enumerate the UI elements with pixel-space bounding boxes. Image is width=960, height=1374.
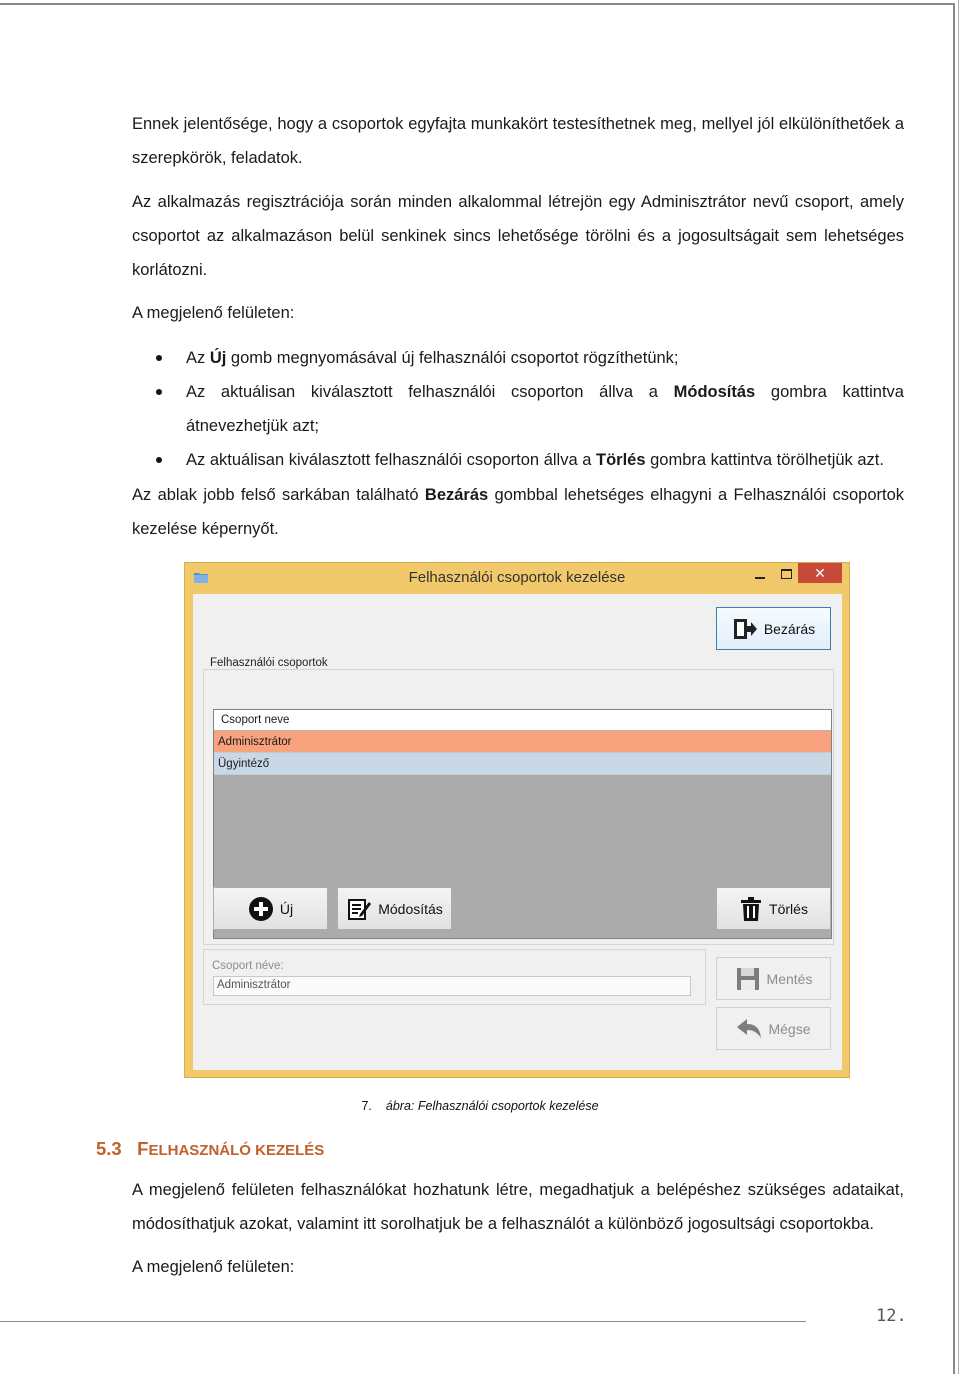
table-row[interactable]: Ügyintéző <box>214 753 831 775</box>
group-name-label: Csoport néve: <box>212 960 284 972</box>
cancel-button[interactable] <box>716 1007 831 1050</box>
user-groups-window <box>184 562 850 1078</box>
delete-button-label: Törlés <box>769 900 808 917</box>
paragraph-screen-intro-2: A megjelenő felületen: <box>132 1258 295 1276</box>
section-title-rest: ELHASZNÁLÓ KEZELÉS <box>148 1142 325 1159</box>
group-name-field[interactable]: Adminisztrátor <box>213 976 691 996</box>
maximize-button[interactable] <box>777 565 797 585</box>
paragraph-close-info: Az ablak jobb felső sarkában található Bezárás gombbal lehetséges elhagyni a Felhasználói csoportok kezelése képernyőt. <box>132 486 905 538</box>
minimize-button[interactable] <box>751 565 771 585</box>
list-item-delete: Az aktuálisan kiválasztott felhasználói csoporton állva a Törlés gombra kattintva törölhetjük azt. <box>132 443 904 477</box>
save-button-label: Mentés <box>766 970 813 987</box>
window-titlebar[interactable] <box>185 563 849 593</box>
cancel-button-label: Mégse <box>768 1020 811 1037</box>
grid-header-name[interactable]: Csoport neve <box>214 710 831 731</box>
new-button[interactable] <box>213 887 328 930</box>
section-number: 5.3 <box>96 1138 122 1159</box>
section-title-initial: F <box>137 1138 149 1159</box>
page-frame-right-inner <box>958 0 959 1374</box>
trash-icon <box>739 896 763 922</box>
figure-caption <box>0 1099 960 1113</box>
section-heading <box>96 1138 324 1160</box>
close-button[interactable] <box>716 607 831 650</box>
list-item-modify: Az aktuálisan kiválasztott felhasználói csoporton állva a Módosítás gombra kattintva átnevezhetjük azt; <box>132 375 904 443</box>
modify-button[interactable] <box>337 887 452 930</box>
paragraph-admin-group: Az alkalmazás regisztrációja során minden alkalommal létrejön egy Adminisztrátor nevű csoport, amely csoportot az alkalmazáson belül senkinek sincs lehetősége törölni és a jogosultságait sem lehetséges korlátozni. <box>132 193 904 279</box>
paragraph-user-management: A megjelenő felületen felhasználókat hozhatunk létre, megadhatjuk a belépéshez szükséges adataikat, módosíthatjuk azokat, valamint itt sorolhatjuk be a felhasználót a különböző jogosultsági csoportokba. <box>132 1181 904 1233</box>
save-button[interactable] <box>716 957 831 1000</box>
paragraph-intro: Ennek jelentősége, hogy a csoportok egyfajta munkakört testesíthetnek meg, mellyel jól elkülöníthetőek a szerepkörök, feladatok. <box>132 115 904 167</box>
modify-button-label: Módosítás <box>378 900 443 917</box>
window-body <box>193 594 842 1070</box>
paragraph-screen-intro: A megjelenő felületen: <box>132 304 295 322</box>
edit-document-icon <box>346 896 372 922</box>
window-close-button[interactable]: ✕ <box>798 563 842 583</box>
groups-groupbox-label: Felhasználói csoportok <box>210 657 328 669</box>
delete-button[interactable] <box>716 887 831 930</box>
figure-number: 7. <box>361 1099 372 1113</box>
page-number: 12. <box>876 1306 907 1326</box>
page-frame-right <box>953 3 955 1374</box>
table-row[interactable]: Adminisztrátor <box>214 731 831 753</box>
new-button-label: Új <box>279 900 294 917</box>
window-title: Felhasználói csoportok kezelése <box>408 569 626 586</box>
exit-door-icon <box>732 617 758 641</box>
plus-circle-icon <box>248 896 274 922</box>
footer-rule <box>0 1321 806 1322</box>
figure-caption-text: ábra: Felhasználói csoportok kezelése <box>385 1099 599 1113</box>
feature-list <box>132 341 904 477</box>
list-item-new: Az Új gomb megnyomásával új felhasználói csoportot rögzíthetünk; <box>132 341 904 375</box>
close-button-label: Bezárás <box>763 620 816 637</box>
page-frame-top <box>0 3 955 5</box>
floppy-disk-icon <box>735 966 761 992</box>
undo-arrow-icon <box>736 1018 762 1040</box>
